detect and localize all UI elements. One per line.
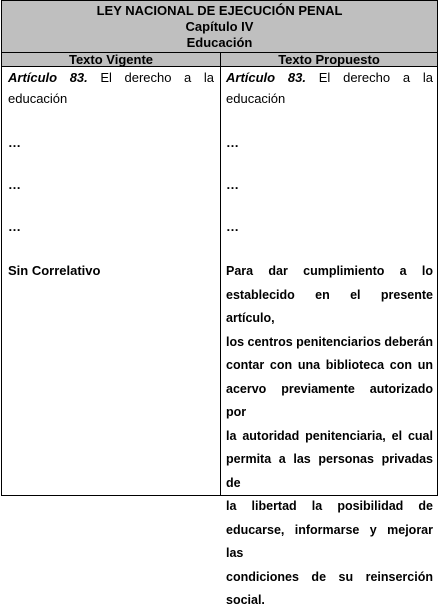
proposed-ellipsis-3: … [226,219,239,234]
current-ellipsis-1: … [8,135,21,150]
current-ellipsis-2: … [8,177,21,192]
proposed-line: permita a las personas privadas de [226,452,433,490]
proposed-line: Para dar cumplimiento a lo [226,264,433,278]
proposed-line: social. [226,593,265,607]
current-article-label: Artículo 83. [8,70,88,85]
current-article-text: El derecho a la [100,70,214,85]
comparison-table [1,0,438,607]
proposed-line: la autoridad penitenciaria, el cual [226,428,433,443]
column-divider [220,53,221,496]
section-title: Educación [186,35,253,50]
proposed-line: contar con una biblioteca con un [226,358,433,372]
proposed-article-label: Artículo 83. [226,70,306,85]
proposed-article-text: El derecho a la [318,70,433,85]
proposed-line: acervo previamente autorizado por [226,381,433,419]
chapter-title: Capítulo IV [185,19,254,34]
current-ellipsis-3: … [8,219,21,234]
current-article [8,67,214,109]
no-correlative-text: Sin Correlativo [8,263,101,278]
proposed-ellipsis-2: … [226,177,239,192]
proposed-line: los centros penitenciarios deberán [226,334,434,349]
column-header-proposed: Texto Propuesto [278,52,380,67]
proposed-addition [226,260,433,613]
column-header-current: Texto Vigente [68,52,154,67]
proposed-line: condiciones de su reinserción [226,569,433,584]
proposed-article-text-line2: educación [226,91,286,106]
proposed-article [226,67,433,109]
law-title: LEY NACIONAL DE EJECUCIÓN PENAL [96,3,343,18]
proposed-line: establecido en el presente artículo, [226,287,433,325]
proposed-line: la libertad la posibilidad de [226,499,433,513]
proposed-ellipsis-1: … [226,135,239,150]
table-header [2,1,437,53]
current-article-text-line2: educación [8,91,68,106]
proposed-line: educarse, informarse y mejorar las [226,522,433,560]
